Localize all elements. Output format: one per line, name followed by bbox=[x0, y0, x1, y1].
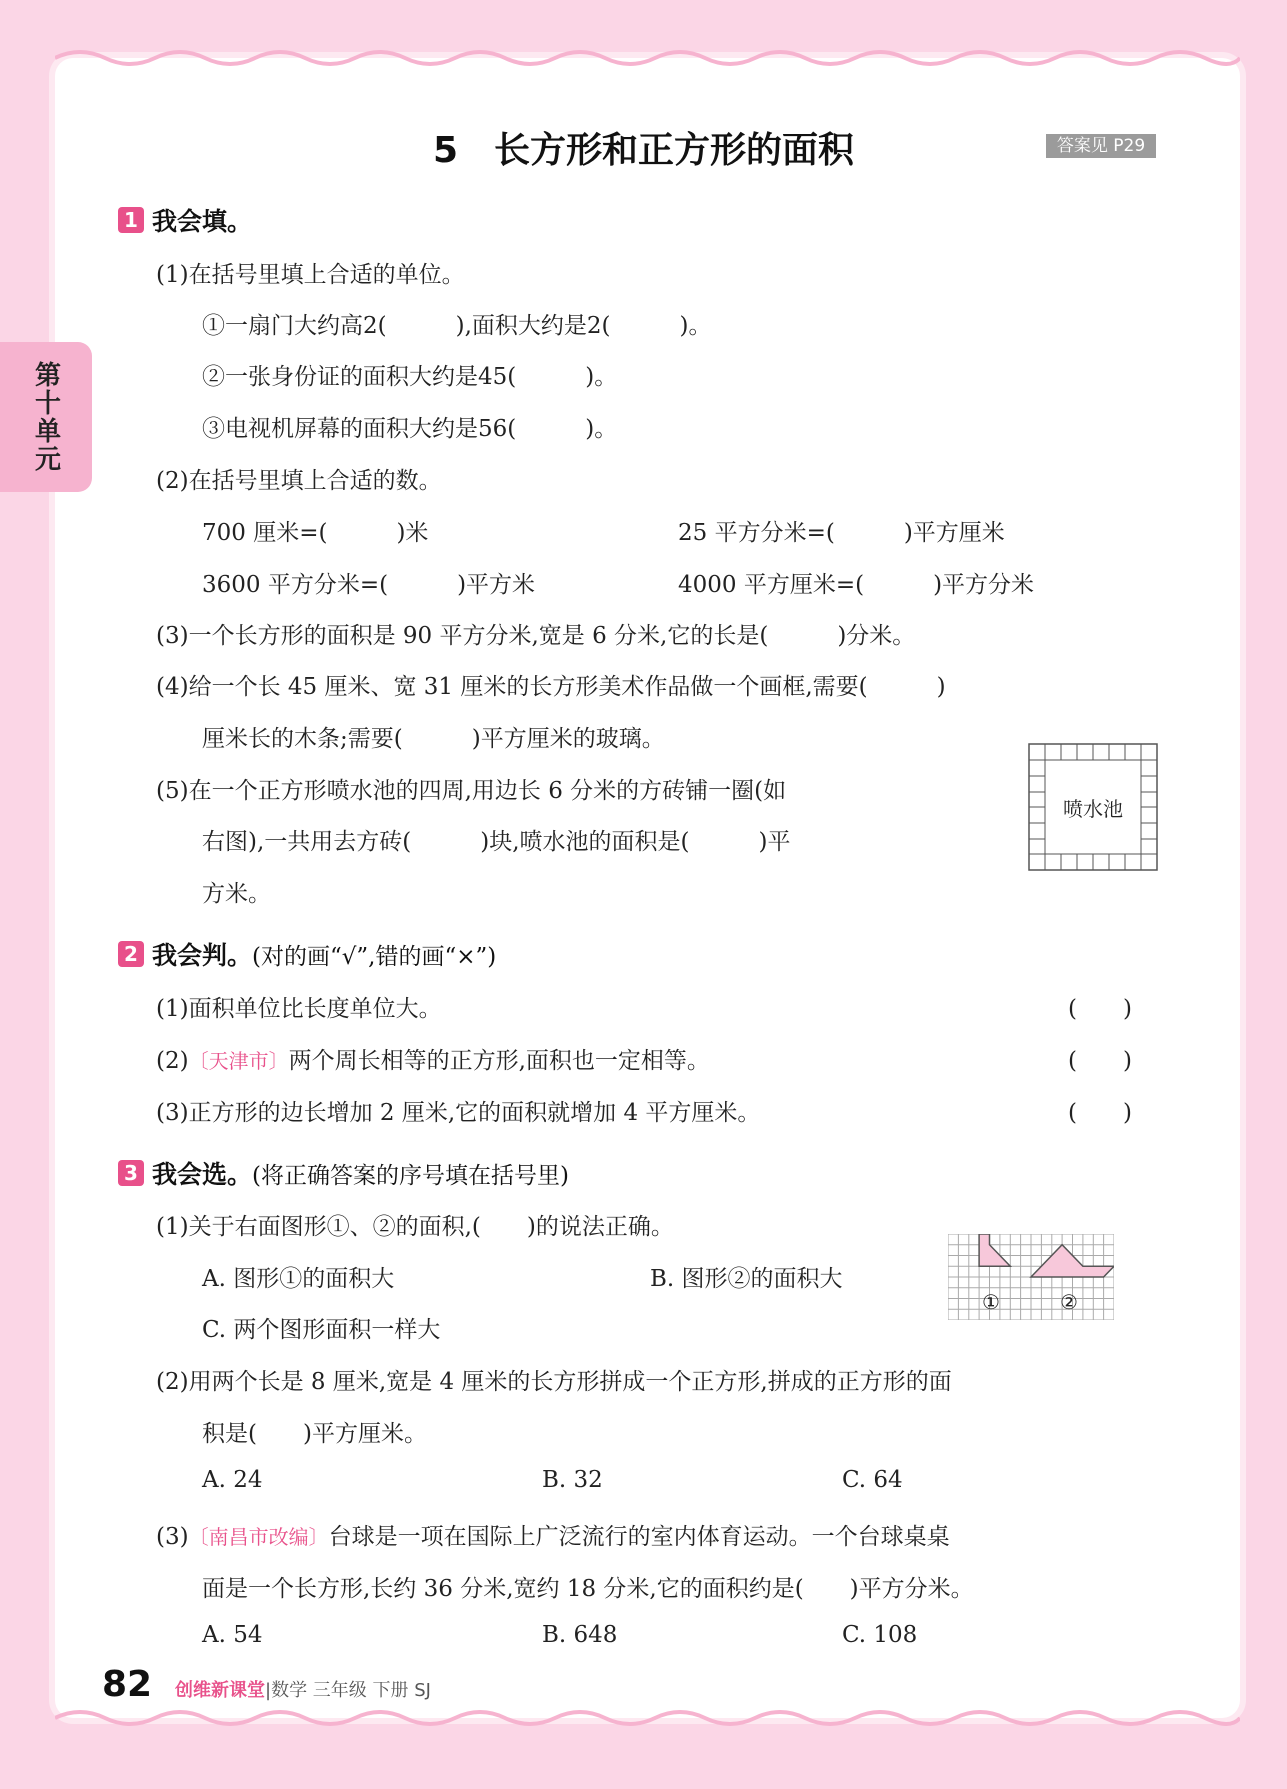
footer-brand: 创维新课堂 bbox=[175, 1680, 265, 1701]
section-note: (对的画“√”,错的画“×”) bbox=[252, 943, 497, 970]
question-1-1b: ②一张身份证的面积大约是45( )。 bbox=[202, 364, 618, 390]
question-1-5b: 右图),一共用去方砖( )块,喷水池的面积是( )平 bbox=[202, 829, 791, 855]
section-number: 1 bbox=[118, 207, 144, 233]
source-tag: 〔南昌市改编〕 bbox=[188, 1525, 329, 1549]
answer-paren: ( ) bbox=[1068, 1048, 1132, 1074]
footer-info bbox=[175, 1676, 431, 1702]
question-1-2a: 700 厘米=( )米 bbox=[202, 520, 429, 546]
question-3-3-text: 台球是一项在国际上广泛流行的室内体育运动。一个台球桌桌 bbox=[328, 1524, 950, 1550]
question-3-2b: 积是( )平方厘米。 bbox=[202, 1421, 427, 1447]
question-1-1a: ①一扇门大约高2( ),面积大约是2( )。 bbox=[202, 313, 712, 339]
wavy-border-top bbox=[55, 46, 1240, 70]
question-1-3: (3)一个长方形的面积是 90 平方分米,宽是 6 分米,它的长是( )分米。 bbox=[156, 623, 916, 649]
option-3-3-a: A. 54 bbox=[202, 1622, 263, 1648]
fountain-label: 喷水池 bbox=[1063, 797, 1123, 821]
wavy-border-bottom bbox=[55, 1706, 1240, 1730]
answer-paren: ( ) bbox=[1068, 1100, 1132, 1126]
section-title: 我会判。 bbox=[152, 941, 253, 970]
source-tag: 〔天津市〕 bbox=[188, 1049, 289, 1073]
question-3-3-prefix: (3) bbox=[156, 1524, 189, 1550]
question-2-1: (1)面积单位比长度单位大。 bbox=[156, 996, 442, 1022]
section-3-heading bbox=[118, 1155, 569, 1191]
question-1-2b: 25 平方分米=( )平方厘米 bbox=[678, 520, 1005, 546]
option-3-2-a: A. 24 bbox=[202, 1467, 263, 1493]
page-number: 82 bbox=[102, 1664, 153, 1705]
answer-reference-badge: 答案见 P29 bbox=[1046, 134, 1156, 158]
footer-details: |数学 三年级 下册 SJ bbox=[265, 1680, 431, 1701]
answer-paren: ( ) bbox=[1068, 996, 1132, 1022]
option-3-1-b: B. 图形②的面积大 bbox=[650, 1266, 843, 1292]
option-3-2-c: C. 64 bbox=[842, 1467, 903, 1493]
figure-2-label: ② bbox=[1060, 1290, 1078, 1314]
section-title: 我会填。 bbox=[152, 207, 253, 236]
fountain-figure bbox=[1028, 743, 1158, 871]
option-3-1-c: C. 两个图形面积一样大 bbox=[202, 1317, 441, 1343]
question-2-2 bbox=[156, 1042, 710, 1075]
question-3-3b: 面是一个长方形,长约 36 分米,宽约 18 分米,它的面积约是( )平方分米。 bbox=[202, 1576, 974, 1602]
question-1-1c: ③电视机屏幕的面积大约是56( )。 bbox=[202, 416, 618, 442]
option-3-3-c: C. 108 bbox=[842, 1622, 918, 1648]
question-1-4a: (4)给一个长 45 厘米、宽 31 厘米的长方形美术作品做一个画框,需要( ) bbox=[156, 674, 946, 700]
question-3-2a: (2)用两个长是 8 厘米,宽是 4 厘米的长方形拼成一个正方形,拼成的正方形的面 bbox=[156, 1369, 952, 1395]
section-2-heading bbox=[118, 936, 496, 972]
unit-tab-label: 第十单元 bbox=[30, 361, 61, 473]
question-1-1: (1)在括号里填上合适的单位。 bbox=[156, 262, 465, 288]
option-3-3-b: B. 648 bbox=[542, 1622, 618, 1648]
question-2-2-text: 两个周长相等的正方形,面积也一定相等。 bbox=[288, 1048, 710, 1074]
section-title: 我会选。 bbox=[152, 1160, 253, 1189]
section-note: (将正确答案的序号填在括号里) bbox=[252, 1162, 569, 1189]
question-1-2c: 3600 平方分米=( )平方米 bbox=[202, 572, 536, 598]
question-1-5c: 方米。 bbox=[202, 881, 271, 907]
section-number: 3 bbox=[118, 1160, 144, 1186]
question-2-3: (3)正方形的边长增加 2 厘米,它的面积就增加 4 平方厘米。 bbox=[156, 1100, 761, 1126]
shapes-grid bbox=[948, 1234, 1114, 1320]
option-3-2-b: B. 32 bbox=[542, 1467, 603, 1493]
page-title: 5 长方形和正方形的面积 bbox=[432, 130, 855, 171]
unit-tab bbox=[0, 342, 92, 492]
figure-1-label: ① bbox=[982, 1290, 1000, 1314]
section-number: 2 bbox=[118, 941, 144, 967]
question-3-1: (1)关于右面图形①、②的面积,( )的说法正确。 bbox=[156, 1214, 674, 1240]
option-3-1-a: A. 图形①的面积大 bbox=[202, 1266, 395, 1292]
question-3-3a bbox=[156, 1518, 950, 1551]
question-1-2: (2)在括号里填上合适的数。 bbox=[156, 468, 442, 494]
section-1-heading bbox=[118, 202, 252, 238]
question-1-2d: 4000 平方厘米=( )平方分米 bbox=[678, 572, 1035, 598]
question-1-5a: (5)在一个正方形喷水池的四周,用边长 6 分米的方砖铺一圈(如 bbox=[156, 778, 787, 804]
question-1-4b: 厘米长的木条;需要( )平方厘米的玻璃。 bbox=[202, 726, 665, 752]
shapes-grid-figure bbox=[948, 1234, 1114, 1320]
question-2-2-prefix: (2) bbox=[156, 1048, 189, 1074]
